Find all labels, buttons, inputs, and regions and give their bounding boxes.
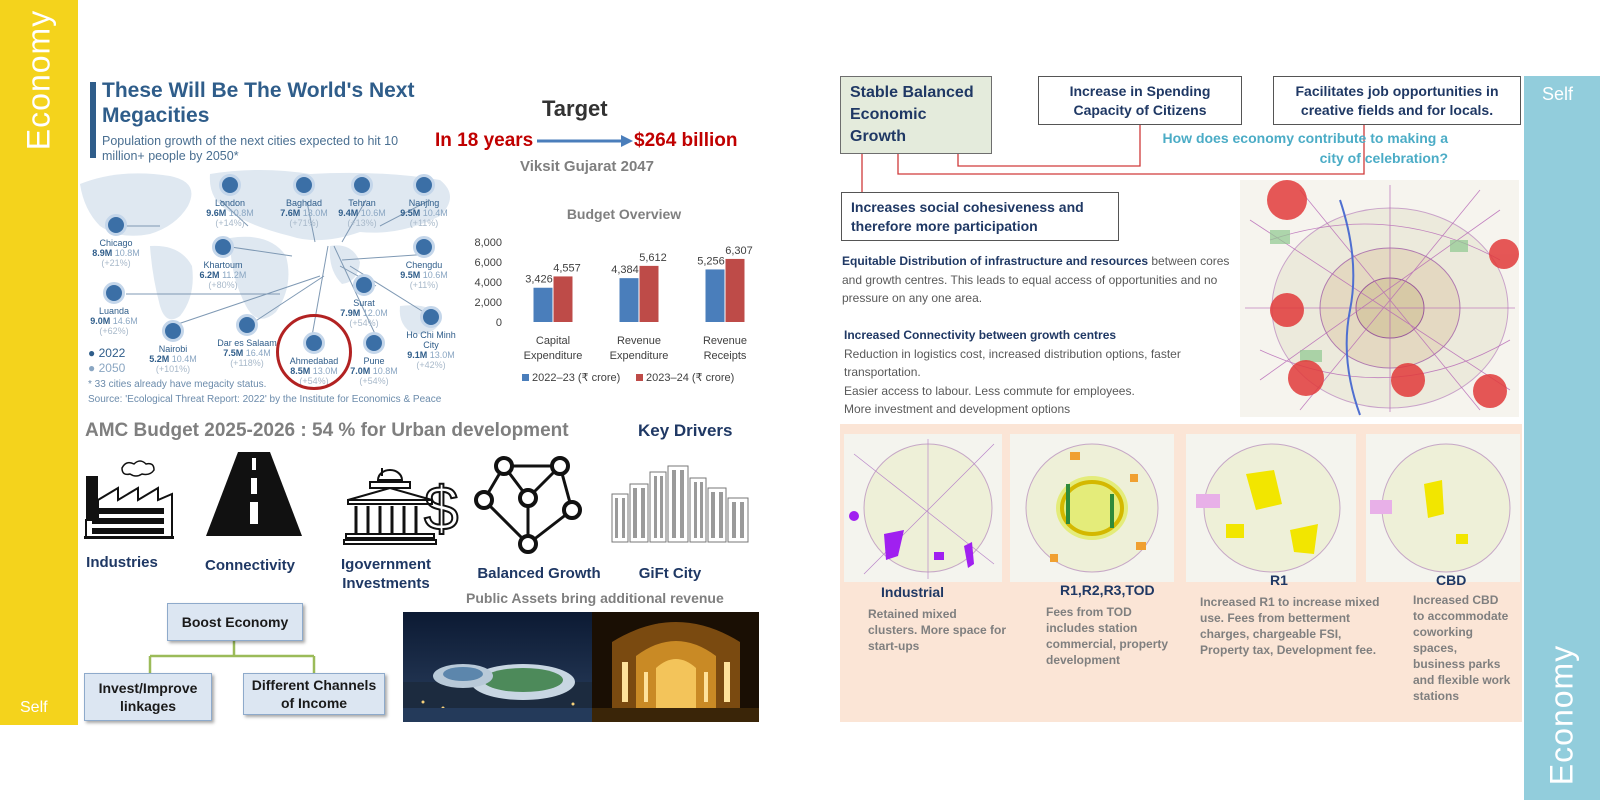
city-pct: (+54%) [359,376,389,386]
city-2022: 8.5M [290,366,311,376]
megacities-source: Source: 'Ecological Threat Report: 2022' by the Institute for Economics & Peace [88,394,442,405]
stadium-photo [403,612,593,722]
left-band-title-wrap [0,0,78,160]
zoning-panel [840,424,1522,722]
zone-r1-title: R1 [1270,572,1288,588]
city-2022: 7.5M [223,348,244,358]
city-luanda [86,282,142,336]
bar-value-label: 3,426 [525,273,553,286]
city-name: Ho Chi Minh City [406,330,456,350]
city-pct: (+11%) [409,280,439,290]
social-cohesion-box: Increases social cohesiveness and therefore more participation [841,192,1119,241]
city-name: Tehran [348,198,376,208]
amc-budget-title: AMC Budget 2025-2026 : 54 % for Urban development [85,420,569,441]
city-baghdad [276,174,332,228]
y-tick-label: 4,000 [474,277,502,289]
arcade-photo [592,612,759,722]
bar-2023-24 [554,276,573,322]
zone-cbd-title: CBD [1436,572,1467,588]
bar-value-label: 5,256 [697,255,725,268]
city-khartoum [194,236,252,290]
category-label: Receipts [703,350,747,362]
city-london [202,174,258,228]
legend-2022: ● 2022 [88,346,126,360]
legend-swatch [522,374,529,381]
connectivity-line-1: Reduction in logistics cost, increased distribution options, faster transportation. [844,346,1181,379]
network-icon [470,452,586,556]
city-marker-icon [236,314,258,336]
driver-balanced-growth: Balanced Growth [477,565,601,582]
city-2050: 13.0M [312,366,338,376]
ahmedabad-highlight-ring [276,314,352,390]
city-2022: 9.5M [400,270,421,280]
city-marker-icon [162,320,184,342]
target-amount: $264 billion [634,130,738,151]
city-dar-es-salaam [214,314,280,368]
city-2022: 9.5M [400,208,421,218]
city-nairobi [142,320,204,374]
bar-2022-23 [534,288,553,322]
chart-title: Budget Overview [566,206,682,222]
city-chicago [88,214,144,268]
city-name: Ahmedabad [289,356,339,366]
zone-cbd-desc: Increased CBD to accommodate coworking spaces, business parks and flexible work stations [1413,593,1511,703]
target-subtitle: Viksit Gujarat 2047 [520,158,654,175]
driver-gift-city: GiFt City [638,565,702,582]
legend-label: 2023–24 (₹ crore) [646,372,735,384]
city-2022: 9.6M [206,208,227,218]
city-2022: 7.9M [340,308,361,318]
city-2050: 10.6M [422,270,448,280]
city-skyline-icon [610,464,752,544]
invest-linkages-box: Invest/Improve linkages [84,673,212,721]
right-band-title-wrap [1524,630,1600,800]
zone-tod-desc: Fees from TOD includes station commercial, property development [1046,605,1169,667]
city-name: Surat [353,298,375,308]
left-band-footer: Self [20,699,48,716]
job-opportunities-box: Facilitates job opportunities in creative fields and for locals. [1273,76,1521,125]
legend-label: 2022–23 (₹ crore) [532,372,621,384]
city-marker-icon [413,174,435,196]
city-2050: 10.8M [114,248,140,258]
y-tick-label: 6,000 [474,257,502,269]
city-pct: (+21%) [101,258,131,268]
city-2022: 9.0M [90,316,111,326]
economy-question: How does economy contribute to making a city of celebration? [1162,130,1448,166]
megacities-title: These Will Be The World's Next Megacities [102,79,415,127]
city-pct: (+54%) [299,376,329,386]
city-2050: 10.8M [228,208,254,218]
bar-2022-23 [620,278,639,322]
city-name: Luanda [98,306,130,316]
cbd-zone-map [1366,434,1520,582]
city-marker-icon [219,174,241,196]
y-tick-label: 8,000 [474,237,502,249]
city-name: Pune [363,356,385,366]
zone-industrial-title: Industrial [881,584,945,600]
driver-igovernment [336,555,436,593]
driver-connectivity: Connectivity [204,557,295,574]
city-2050: 13.0M [429,350,455,360]
connectivity-text [844,326,1239,419]
city-name: Chengdu [405,260,443,270]
city-pct: (+80%) [208,280,238,290]
y-tick-label: 2,000 [474,297,502,309]
city-2050: 10.4M [171,354,197,364]
tod-zone-map [1010,434,1174,582]
city-pune [346,332,402,386]
city-pct: (+62%) [99,326,129,336]
bar-2023-24 [640,266,659,322]
category-label: Revenue [616,335,662,347]
city-2022: 7.6M [280,208,301,218]
city-name: Baghdad [285,198,323,208]
city-tehran [334,174,390,228]
category-label: Expenditure [609,350,669,362]
city-marker-icon [353,274,375,296]
legend-2022-label: 2022 [98,346,126,360]
city-chengdu [396,236,452,290]
title-accent-bar [90,82,96,158]
city-nanjing [396,174,452,228]
bar-value-label: 4,557 [553,262,581,275]
city-name: Chicago [99,238,133,248]
legend-2050: ● 2050 [88,361,126,375]
city-name: London [214,198,246,208]
city-2022: 5.2M [149,354,170,364]
y-tick-label: 0 [495,317,502,329]
equitable-body: between cores and growth centres. This leads to equal access of opportunities and no pressure on any one area. [842,254,1230,305]
zone-r1-desc: Increased R1 to increase mixed use. Fees from betterment charges, chargeable FSI, Property tax, Development fee. [1200,595,1380,657]
city-marker-icon [363,332,385,354]
city-name: Khartoum [203,260,243,270]
right-band-title: Economy [1543,644,1580,786]
city-name: Nairobi [158,344,188,354]
city-marker-icon [413,236,435,258]
city-ho-chi-minh [402,306,460,370]
zone-industrial-desc: Retained mixed clusters. More space for start-ups [868,607,1007,653]
income-channels-box: Different Channels of Income [243,673,385,715]
city-pct: (+118%) [230,358,264,368]
city-marker-icon [105,214,127,236]
city-name: Nanjing [408,198,440,208]
city-pct: (+14%) [215,218,245,228]
category-label: Capital [535,335,571,347]
city-pct: (+13%) [347,218,377,228]
category-label: Revenue [702,335,748,347]
city-marker-icon [351,174,373,196]
city-2022: 9.1M [407,350,428,360]
city-2050: 10.8M [372,366,398,376]
stable-growth-box: Stable Balanced Economic Growth [840,76,992,154]
equitable-heading: Equitable Distribution of infrastructure and resources [842,254,1149,268]
boost-connector [148,640,316,676]
megacities-subtitle: Population growth of the next cities expected to hit 10 million+ people by 2050* [102,134,399,163]
city-marker-icon [212,236,234,258]
industrial-zone-map [844,434,1002,582]
city-pct: (+54%) [349,318,379,328]
r1-zone-map [1186,434,1356,582]
city-surat [336,274,392,328]
city-2050: 11.2M [222,270,247,280]
connectivity-line-2: Easier access to labour. Less commute for employees. [844,383,1135,398]
city-2022: 7.0M [350,366,371,376]
city-2022: 6.2M [199,270,220,280]
city-2022: 8.9M [92,248,113,258]
target-arrow-icon [535,134,635,148]
city-2050: 10.6M [360,208,386,218]
megacities-note: * 33 cities already have megacity status. [88,379,267,390]
connectivity-heading: Increased Connectivity between growth centres [844,328,1117,342]
boost-economy-box: Boost Economy [167,603,303,641]
target-title: Target [542,96,608,121]
legend-2050-label: 2050 [98,361,126,375]
equitable-distribution-text [842,252,1237,308]
city-2050: 13.0M [302,208,328,218]
bar-2023-24 [726,259,745,322]
right-economy-band [1524,76,1600,800]
right-band-header: Self [1542,84,1574,104]
city-pct: (+71%) [289,218,319,228]
city-2050: 12.0M [362,308,388,318]
spending-capacity-box: Increase in Spending Capacity of Citizens [1038,76,1242,125]
factory-icon [82,458,176,540]
driver-igov-line1: Igovernment [340,556,431,573]
bar-value-label: 4,384 [611,264,639,277]
legend-swatch [636,374,643,381]
bar-2022-23 [706,269,725,322]
government-building-icon [344,466,459,546]
category-label: Expenditure [523,350,583,362]
left-economy-band [0,0,78,725]
city-growth-map [1240,180,1519,417]
megacities-infographic [80,74,463,416]
zone-tod-title: R1,R2,R3,TOD [1060,582,1155,598]
driver-industries: Industries [86,554,158,571]
bar-value-label: 6,307 [725,244,753,257]
city-name: Dar es Salaam [217,338,277,348]
city-marker-icon [103,282,125,304]
city-pct: (+42%) [416,360,446,370]
svg-text:$: $ [424,475,459,544]
public-assets-caption: Public Assets bring additional revenue [466,590,724,606]
city-2022: 9.4M [338,208,359,218]
city-marker-icon [420,306,442,328]
bar-value-label: 5,612 [639,251,667,264]
driver-igov-line2: Investments [342,575,430,592]
city-pct: (+101%) [155,364,191,374]
city-2050: 14.6M [112,316,138,326]
left-band-title: Economy [20,9,57,151]
connectivity-line-3: More investment and development options [844,402,1071,416]
key-drivers-heading: Key Drivers [638,421,733,440]
target-years: In 18 years [435,130,534,151]
budget-overview-chart [462,200,780,400]
city-2050: 10.4M [422,208,448,218]
city-marker-icon [293,174,315,196]
road-icon [206,452,302,538]
city-2050: 16.4M [245,348,271,358]
city-pct: (+11%) [409,218,439,228]
